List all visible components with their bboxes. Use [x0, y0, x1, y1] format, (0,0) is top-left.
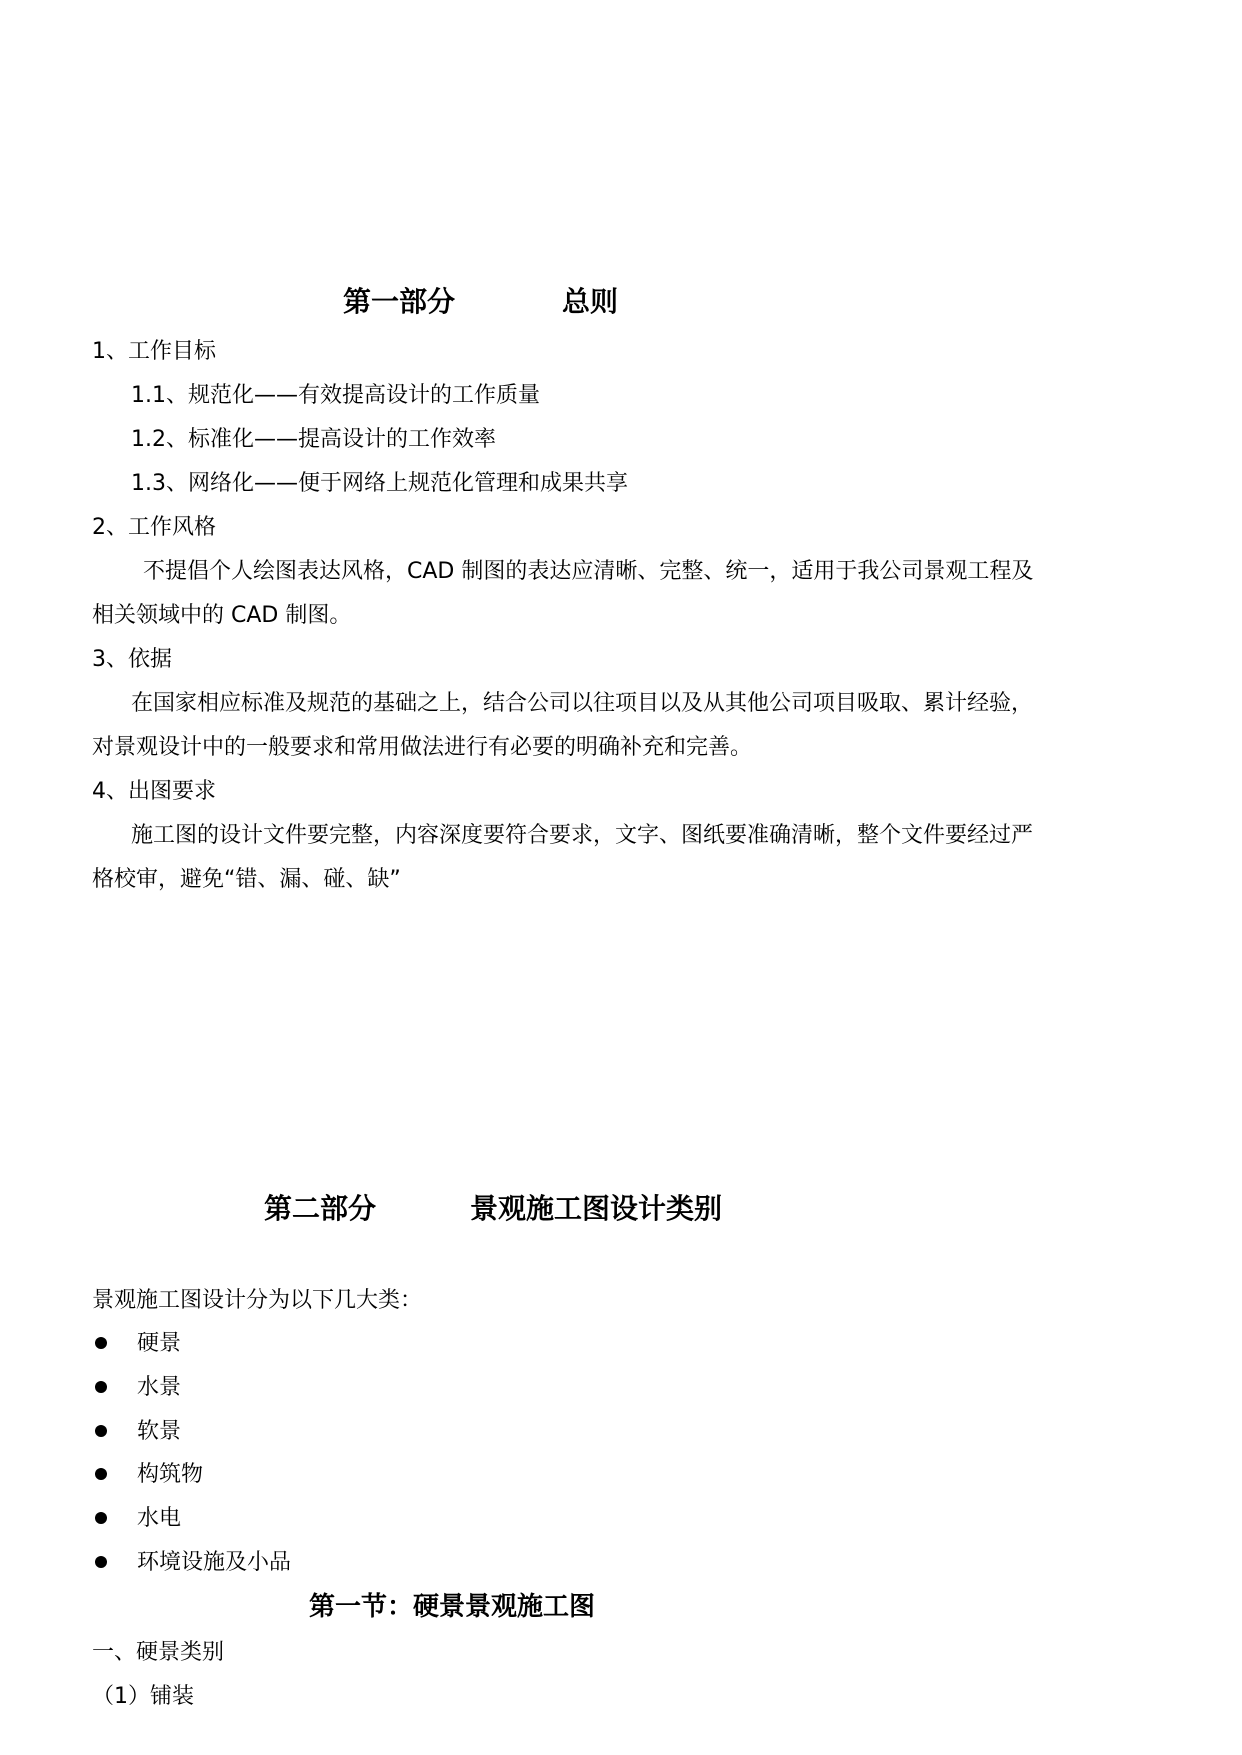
list-item: 构筑物	[137, 1462, 204, 1487]
list-item: 水景	[137, 1375, 182, 1400]
bullet-icon	[95, 1512, 107, 1524]
paragraph-3-line-1: 在国家相应标准及规范的基础之上，结合公司以往项目以及从其他公司项目吸取、累计经验，	[131, 691, 1034, 716]
part2-title-text: 景观施工图设计类别	[470, 1192, 723, 1225]
item-1-2: 1.2、标准化——提高设计的工作效率	[131, 427, 496, 452]
section-heading-1: 1、工作目标	[92, 339, 216, 364]
section-heading-3: 3、依据	[92, 647, 172, 672]
item-1-3: 1.3、网络化——便于网络上规范化管理和成果共享	[131, 471, 628, 496]
section1-subheading: 一、硬景类别	[92, 1640, 225, 1665]
section-heading-4: 4、出图要求	[92, 779, 216, 804]
paragraph-3-line-2: 对景观设计中的一般要求和常用做法进行有必要的明确补充和完善。	[92, 735, 753, 760]
paragraph-2-line-2: 相关领域中的 CAD 制图。	[92, 603, 352, 628]
bullet-icon	[95, 1468, 107, 1480]
paragraph-4-line-2: 格校审，避免“错、漏、碰、缺”	[92, 867, 401, 892]
part2-title-label: 第二部分	[264, 1192, 377, 1225]
list-item: 环境设施及小品	[137, 1550, 292, 1575]
paragraph-2-line-1: 不提倡个人绘图表达风格，CAD 制图的表达应清晰、完整、统一，适用于我公司景观工程及	[143, 559, 1034, 584]
part2-intro: 景观施工图设计分为以下几大类：	[92, 1288, 423, 1313]
list-item: 硬景	[137, 1331, 182, 1356]
list-item: 水电	[137, 1506, 182, 1531]
bullet-icon	[95, 1556, 107, 1568]
section-heading-2: 2、工作风格	[92, 515, 216, 540]
paragraph-4-line-1: 施工图的设计文件要完整，内容深度要符合要求，文字、图纸要准确清晰，整个文件要经过严	[131, 823, 1034, 848]
bullet-icon	[95, 1425, 107, 1437]
part1-title-text: 总则	[562, 285, 619, 318]
bullet-icon	[95, 1337, 107, 1349]
bullet-icon	[95, 1381, 107, 1393]
section1-title: 第一节：硬景景观施工图	[309, 1592, 596, 1622]
list-item: 软景	[137, 1419, 182, 1444]
part1-title-label: 第一部分	[343, 285, 456, 318]
item-1-1: 1.1、规范化——有效提高设计的工作质量	[131, 383, 540, 408]
section1-item: （1）铺装	[92, 1684, 194, 1709]
